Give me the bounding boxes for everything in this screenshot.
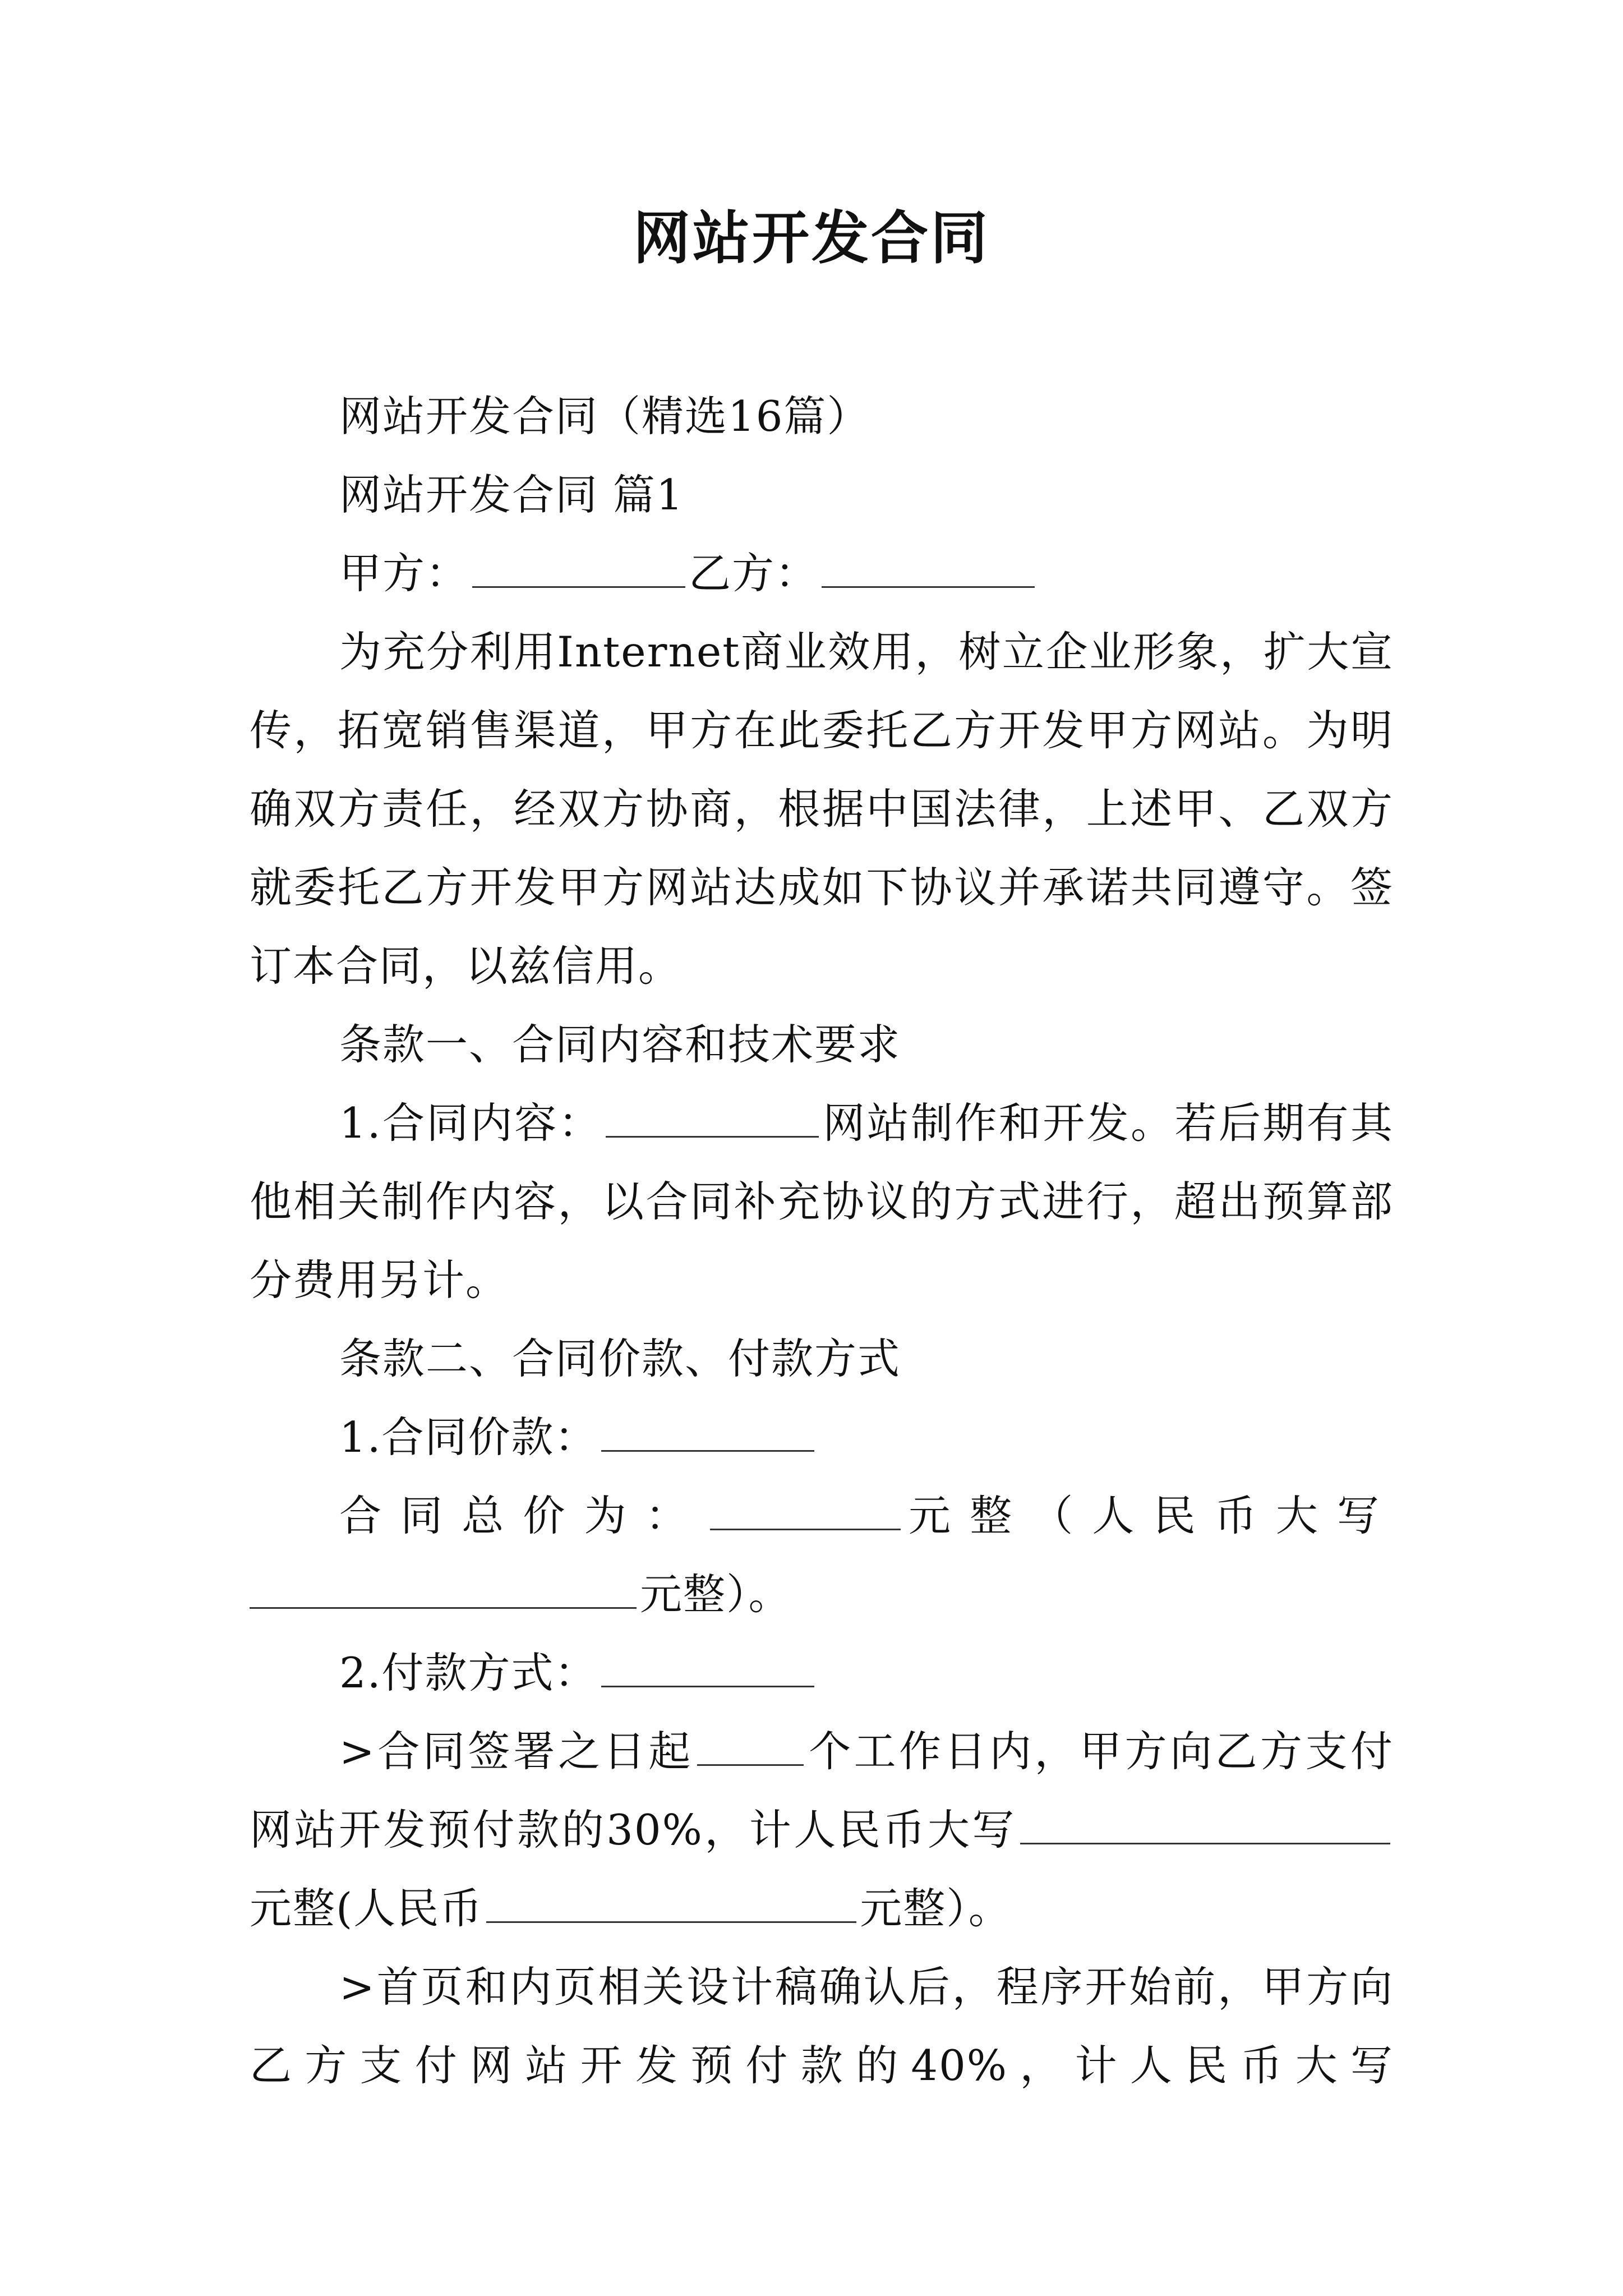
- total-text: 元整（人民币大写: [903, 1491, 1394, 1540]
- days-blank: [697, 1731, 804, 1766]
- intro-text: 为充分利用Internet商业效用，树立企业形象，扩大宣传，拓宽销售渠道，甲方在此委托乙方开发甲方网站。为明确双方责任，经双方协商，根据中国法律，上述甲、乙双方就委托乙方开发甲方网站达成如下协议并承诺共同遵守。签订本合同，以兹信用。: [250, 627, 1394, 991]
- party-b-blank: [822, 553, 1035, 588]
- payment-1-rmb-blank: [486, 1888, 856, 1923]
- price-line: [250, 1398, 1394, 1476]
- payment-1-mid: 个工作日内，甲方向乙方支付网站开发预付款的30%，计人民币大写: [250, 1727, 1394, 1855]
- document-title: 网站开发合同: [633, 205, 990, 272]
- total-amount-blank: [710, 1495, 901, 1530]
- party-a-blank: [472, 553, 685, 588]
- payment-blank: [601, 1652, 814, 1687]
- payment-2-paragraph: [250, 1948, 1394, 2105]
- content-blank: [606, 1102, 819, 1138]
- total-label: 合同总价为：: [339, 1491, 707, 1540]
- total-line-cont: [250, 1555, 1394, 1634]
- part-heading-text: 网站开发合同 篇1: [339, 470, 684, 519]
- price-label: 1.合同价款：: [339, 1412, 598, 1462]
- item-1-paragraph: [250, 1084, 1394, 1319]
- payment-1-end: 元整）。: [860, 1884, 1012, 1933]
- parties-line: [250, 534, 1394, 613]
- payment-1-paragraph: [250, 1712, 1394, 1948]
- payment-line: [250, 1634, 1394, 1712]
- payment-2-text: >首页和内页相关设计稿确认后，程序开始前，甲方向乙方支付网站开发预付款的40%，计人民币大写: [250, 1962, 1394, 2090]
- subtitle-paragraph: [250, 377, 1394, 455]
- price-blank: [601, 1416, 814, 1452]
- clause-2-heading: [250, 1319, 1394, 1398]
- subtitle-text: 网站开发合同（精选16篇）: [339, 392, 870, 441]
- party-b-label: 乙方：: [689, 549, 819, 598]
- part-heading: [250, 455, 1394, 534]
- total-line: [250, 1476, 1394, 1555]
- payment-label: 2.付款方式：: [339, 1648, 598, 1697]
- payment-1-upper-blank: [1020, 1809, 1390, 1844]
- total-end: 元整）。: [640, 1570, 792, 1619]
- item-1-label: 1.合同内容：: [339, 1098, 602, 1148]
- clause-1-heading: [250, 1005, 1394, 1084]
- payment-1-start: >合同签署之日起: [339, 1727, 694, 1776]
- clause-2-text: 条款二、合同价款、付款方式: [339, 1334, 901, 1383]
- party-a-label: 甲方：: [339, 549, 469, 598]
- total-uppercase-blank: [250, 1573, 637, 1609]
- clause-1-text: 条款一、合同内容和技术要求: [339, 1020, 901, 1069]
- item-1-text: 网站制作和开发。若后期有其他相关制作内容，以合同补充协议的方式进行，超出预算部分费用另计。: [250, 1098, 1394, 1305]
- document-body: [250, 377, 1394, 2105]
- intro-paragraph: [250, 613, 1394, 1005]
- payment-1-unit: 元整(人民币: [250, 1884, 483, 1933]
